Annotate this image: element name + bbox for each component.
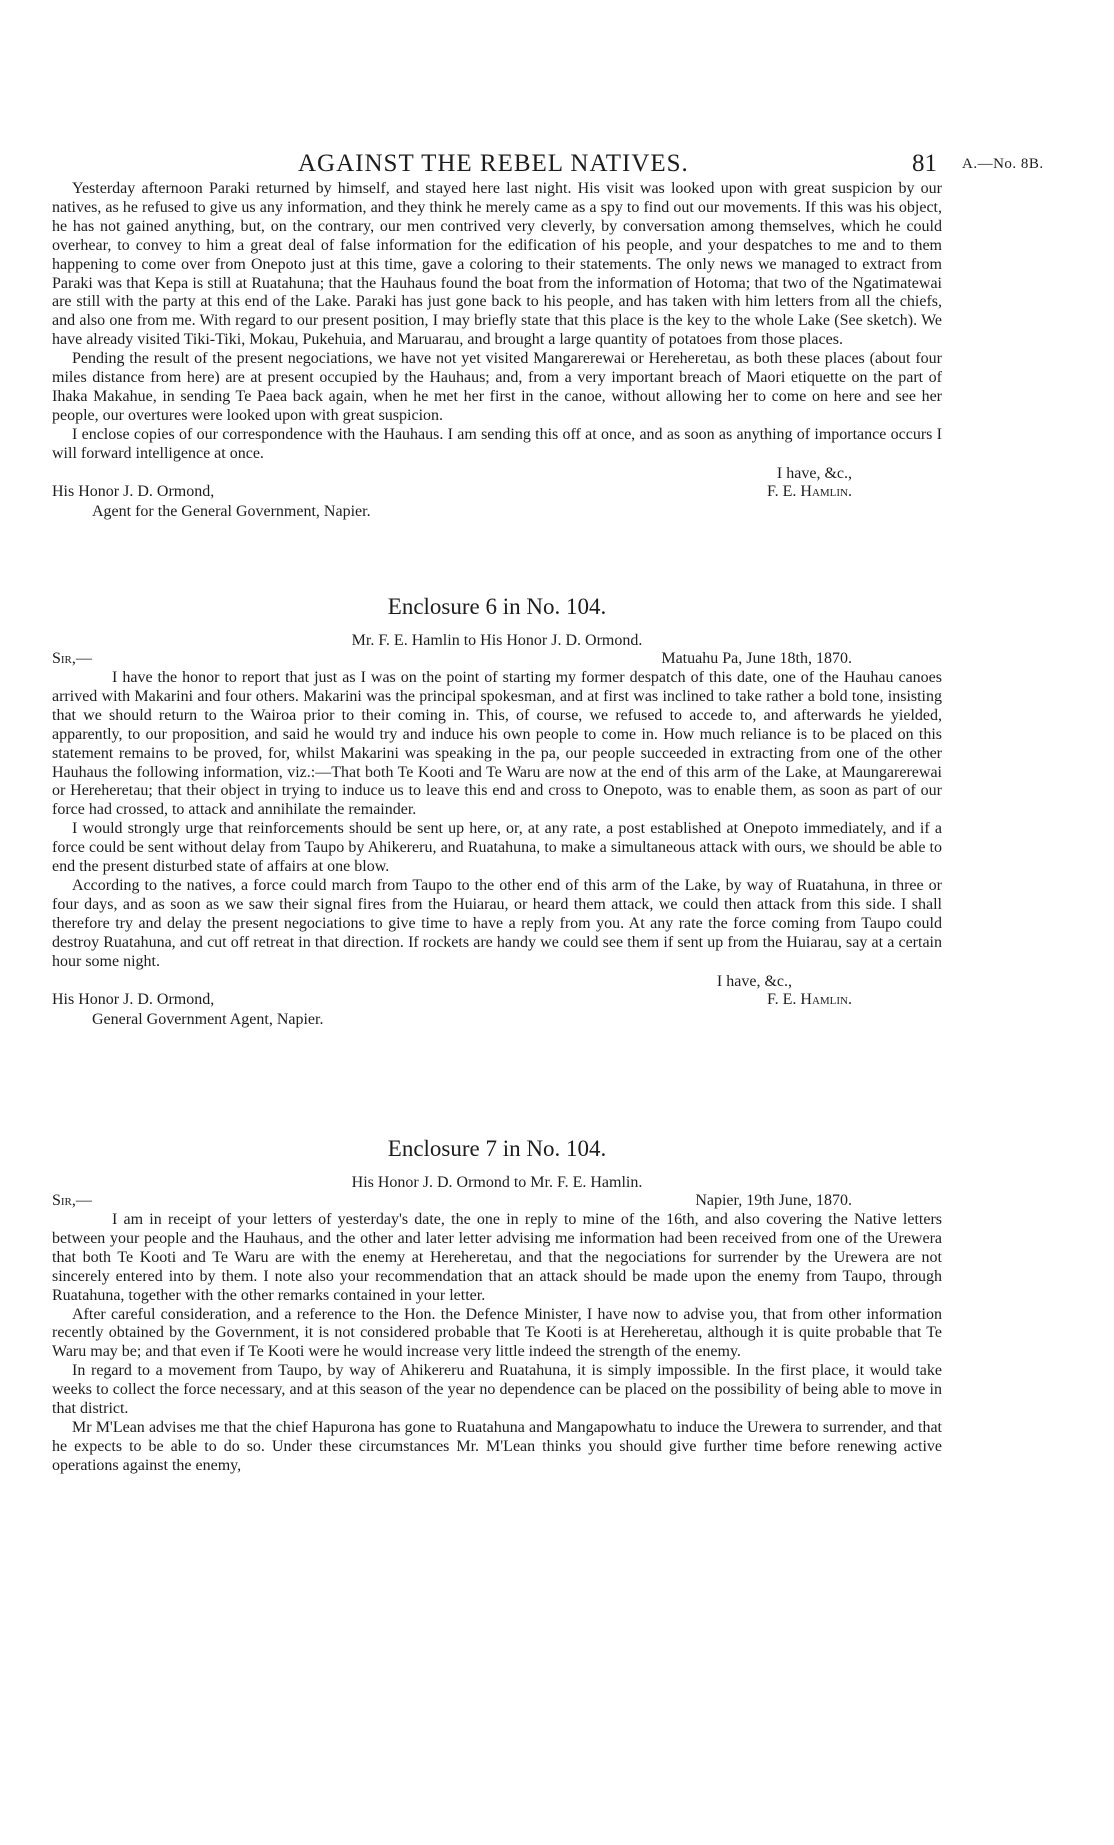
salutation: Sir,— bbox=[52, 1192, 92, 1209]
addressee-line: His Honor J. D. Ormond, bbox=[52, 990, 215, 1008]
signature: F. E. Hamlin. bbox=[767, 482, 852, 500]
paragraph: I am in receipt of your letters of yesterday's date, the one in reply to mine of the 16th, and also covering the Native letters between your people and the Hauhaus, and the other and later letter advising me information had been received from one of the Urewera that both Te Kooti and Te Waru are with the enemy at Hereheretau, and that the negociations for surrender by the Urewera are not sincerely entered into by them. I note also your recommendation that an attack should be made upon the enemy from Taupo, through Ruatahuna, together with the other remarks contained in your letter. bbox=[52, 1211, 942, 1304]
addressee-signature-row bbox=[52, 483, 942, 502]
enclosure-heading: Enclosure 7 in No. 104. bbox=[387, 1136, 607, 1161]
page-number: 81 bbox=[912, 150, 937, 177]
enclosure-heading: Enclosure 6 in No. 104. bbox=[387, 594, 607, 619]
salutation-row bbox=[52, 1192, 942, 1211]
addressee-line: General Government Agent, Napier. bbox=[92, 1010, 324, 1028]
paragraph: Mr M'Lean advises me that the chief Hapurona has gone to Ruatahuna and Mangapowhatu to induce the Urewera to surrender, and that he expects to be able to do so. Under these circumstances Mr. M'Lean thinks you should give further time before renewing active operations against the enemy, bbox=[52, 1418, 942, 1474]
addressee-block bbox=[52, 502, 942, 521]
signature: F. E. Hamlin. bbox=[767, 990, 852, 1008]
paragraph: I have the honor to report that just as I was on the point of starting my former despatch of this date, one of the Hauhau canoes arrived with Makarini and four others. Makarini was the principal spokesman, and at first was inclined to take rather a bold tone, insisting that we should return to the Wairoa prior to their coming in. This, of course, we refused to accede to, and afterwards he yielded, apparently, to our proposition, and said he would try and induce his own people to come in. How much reliance is to be placed on this statement remains to be proved, for, whilst Makarini was speaking in the pa, our people succeeded in extracting from one of the other Hauhaus the following information, viz.:—That both Te Kooti and Te Waru are now at the end of this arm of the Lake, at Maungarerewai or Hereheretau; that their object in trying to induce us to leave this end and cross to Onepoto, was to enable them, as soon as part of our force had crossed, to attack and annihilate the remainder. bbox=[52, 669, 942, 819]
closing: I have, &c., bbox=[716, 972, 792, 990]
paragraph: After careful consideration, and a reference to the Hon. the Defence Minister, I have now to advise you, that from other information recently obtained by the Government, it is not considered probable that Te Kooti is at Hereheretau, although it is quite probable that Te Waru may be; and that even if Te Kooti were he would increase very little indeed the strength of the enemy. bbox=[52, 1305, 942, 1361]
salutation: Sir,— bbox=[52, 650, 92, 667]
paragraph: In regard to a movement from Taupo, by way of Ahikereru and Ruatahuna, it is simply impossible. In the first place, it would take weeks to collect the force necessary, and at this season of the year no dependence can be placed on the possibility of being able to move in that district. bbox=[52, 1362, 942, 1418]
salutation-row bbox=[52, 650, 942, 669]
enclosure-6 bbox=[52, 593, 942, 1029]
place-date: Matuahu Pa, June 18th, 1870. bbox=[661, 650, 852, 667]
page-header bbox=[0, 150, 1114, 184]
place-date: Napier, 19th June, 1870. bbox=[695, 1192, 852, 1209]
enclosure-subheading: His Honor J. D. Ormond to Mr. F. E. Hamlin. bbox=[351, 1174, 643, 1191]
document-reference: A.—No. 8B. bbox=[962, 156, 1044, 172]
addressee-line: Agent for the General Government, Napier. bbox=[92, 502, 371, 520]
running-title: AGAINST THE REBEL NATIVES. bbox=[298, 150, 689, 177]
paragraph: Yesterday afternoon Paraki returned by himself, and stayed here last night. His visit was looked upon with great suspicion by our natives, as he refused to give us any information, and they think he merely came as a spy to find out our movements. If this was his object, he has not gained anything, but, on the contrary, our men contrived very cleverly, by conversation among themselves, which he could overhear, to convey to him a great deal of false information for the edification of his people, and your despatches to me and to them happening to come over from Onepoto just at this time, gave a coloring to their statements. The only news we managed to extract from Paraki was that Kepa is still at Ruatahuna; that the Hauhaus found the boat from the information of Hotoma; that two of the Ngatimatewai are still with the party at this end of the Lake. Paraki has just gone back to his people, and has taken with him letters from all the chiefs, and also one from me. With regard to our present position, I may briefly state that this place is the key to the whole Lake (See sketch). We have already visited Tiki-Tiki, Mokau, Pukehuia, and Maruarau, and brought a large quantity of potatoes from those places. bbox=[52, 180, 942, 349]
paragraph: Pending the result of the present negociations, we have not yet visited Mangarerewai or Hereheretau, as both these places (about four miles distance from here) are at present occupied by the Hauhaus; and, from a very important breach of Maori etiquette on the part of Ihaka Makahue, in sending Te Paea back again, when he met her first in the canoe, without allowing her to come on here and see her people, our overtures were looked upon with great suspicion. bbox=[52, 350, 942, 424]
addressee-signature-row bbox=[52, 991, 942, 1010]
enclosure-subheading: Mr. F. E. Hamlin to His Honor J. D. Ormond. bbox=[351, 632, 643, 649]
addressee-line: His Honor J. D. Ormond, bbox=[52, 482, 215, 500]
top-letter bbox=[52, 180, 942, 521]
addressee-block bbox=[52, 1010, 942, 1029]
paragraph: According to the natives, a force could march from Taupo to the other end of this arm of the Lake, by way of Ruatahuna, in three or four days, and as soon as we saw their signal fires from the Huiarau, or heard them attack, we could then attack from this side. I shall therefore try and delay the present negociations to give time to have a reply from you. At any rate the force coming from Taupo could destroy Ruatahuna, and cut off retreat in that direction. If rockets are handy we could see them if sent up from the Huiarau, say at a certain hour some night. bbox=[52, 876, 942, 970]
closing: I have, &c., bbox=[776, 464, 852, 482]
paragraph: I enclose copies of our correspondence with the Hauhaus. I am sending this off at once, and as soon as anything of importance occurs I will forward intelligence at once. bbox=[52, 425, 942, 462]
enclosure-7 bbox=[52, 1135, 942, 1476]
paragraph: I would strongly urge that reinforcements should be sent up here, or, at any rate, a post established at Onepoto immediately, and if a force could be sent without delay from Taupo by Ahikereru, and Ruatahuna, to make a simultaneous attack with ours, we should be able to end the present disturbed state of affairs at one blow. bbox=[52, 820, 942, 876]
